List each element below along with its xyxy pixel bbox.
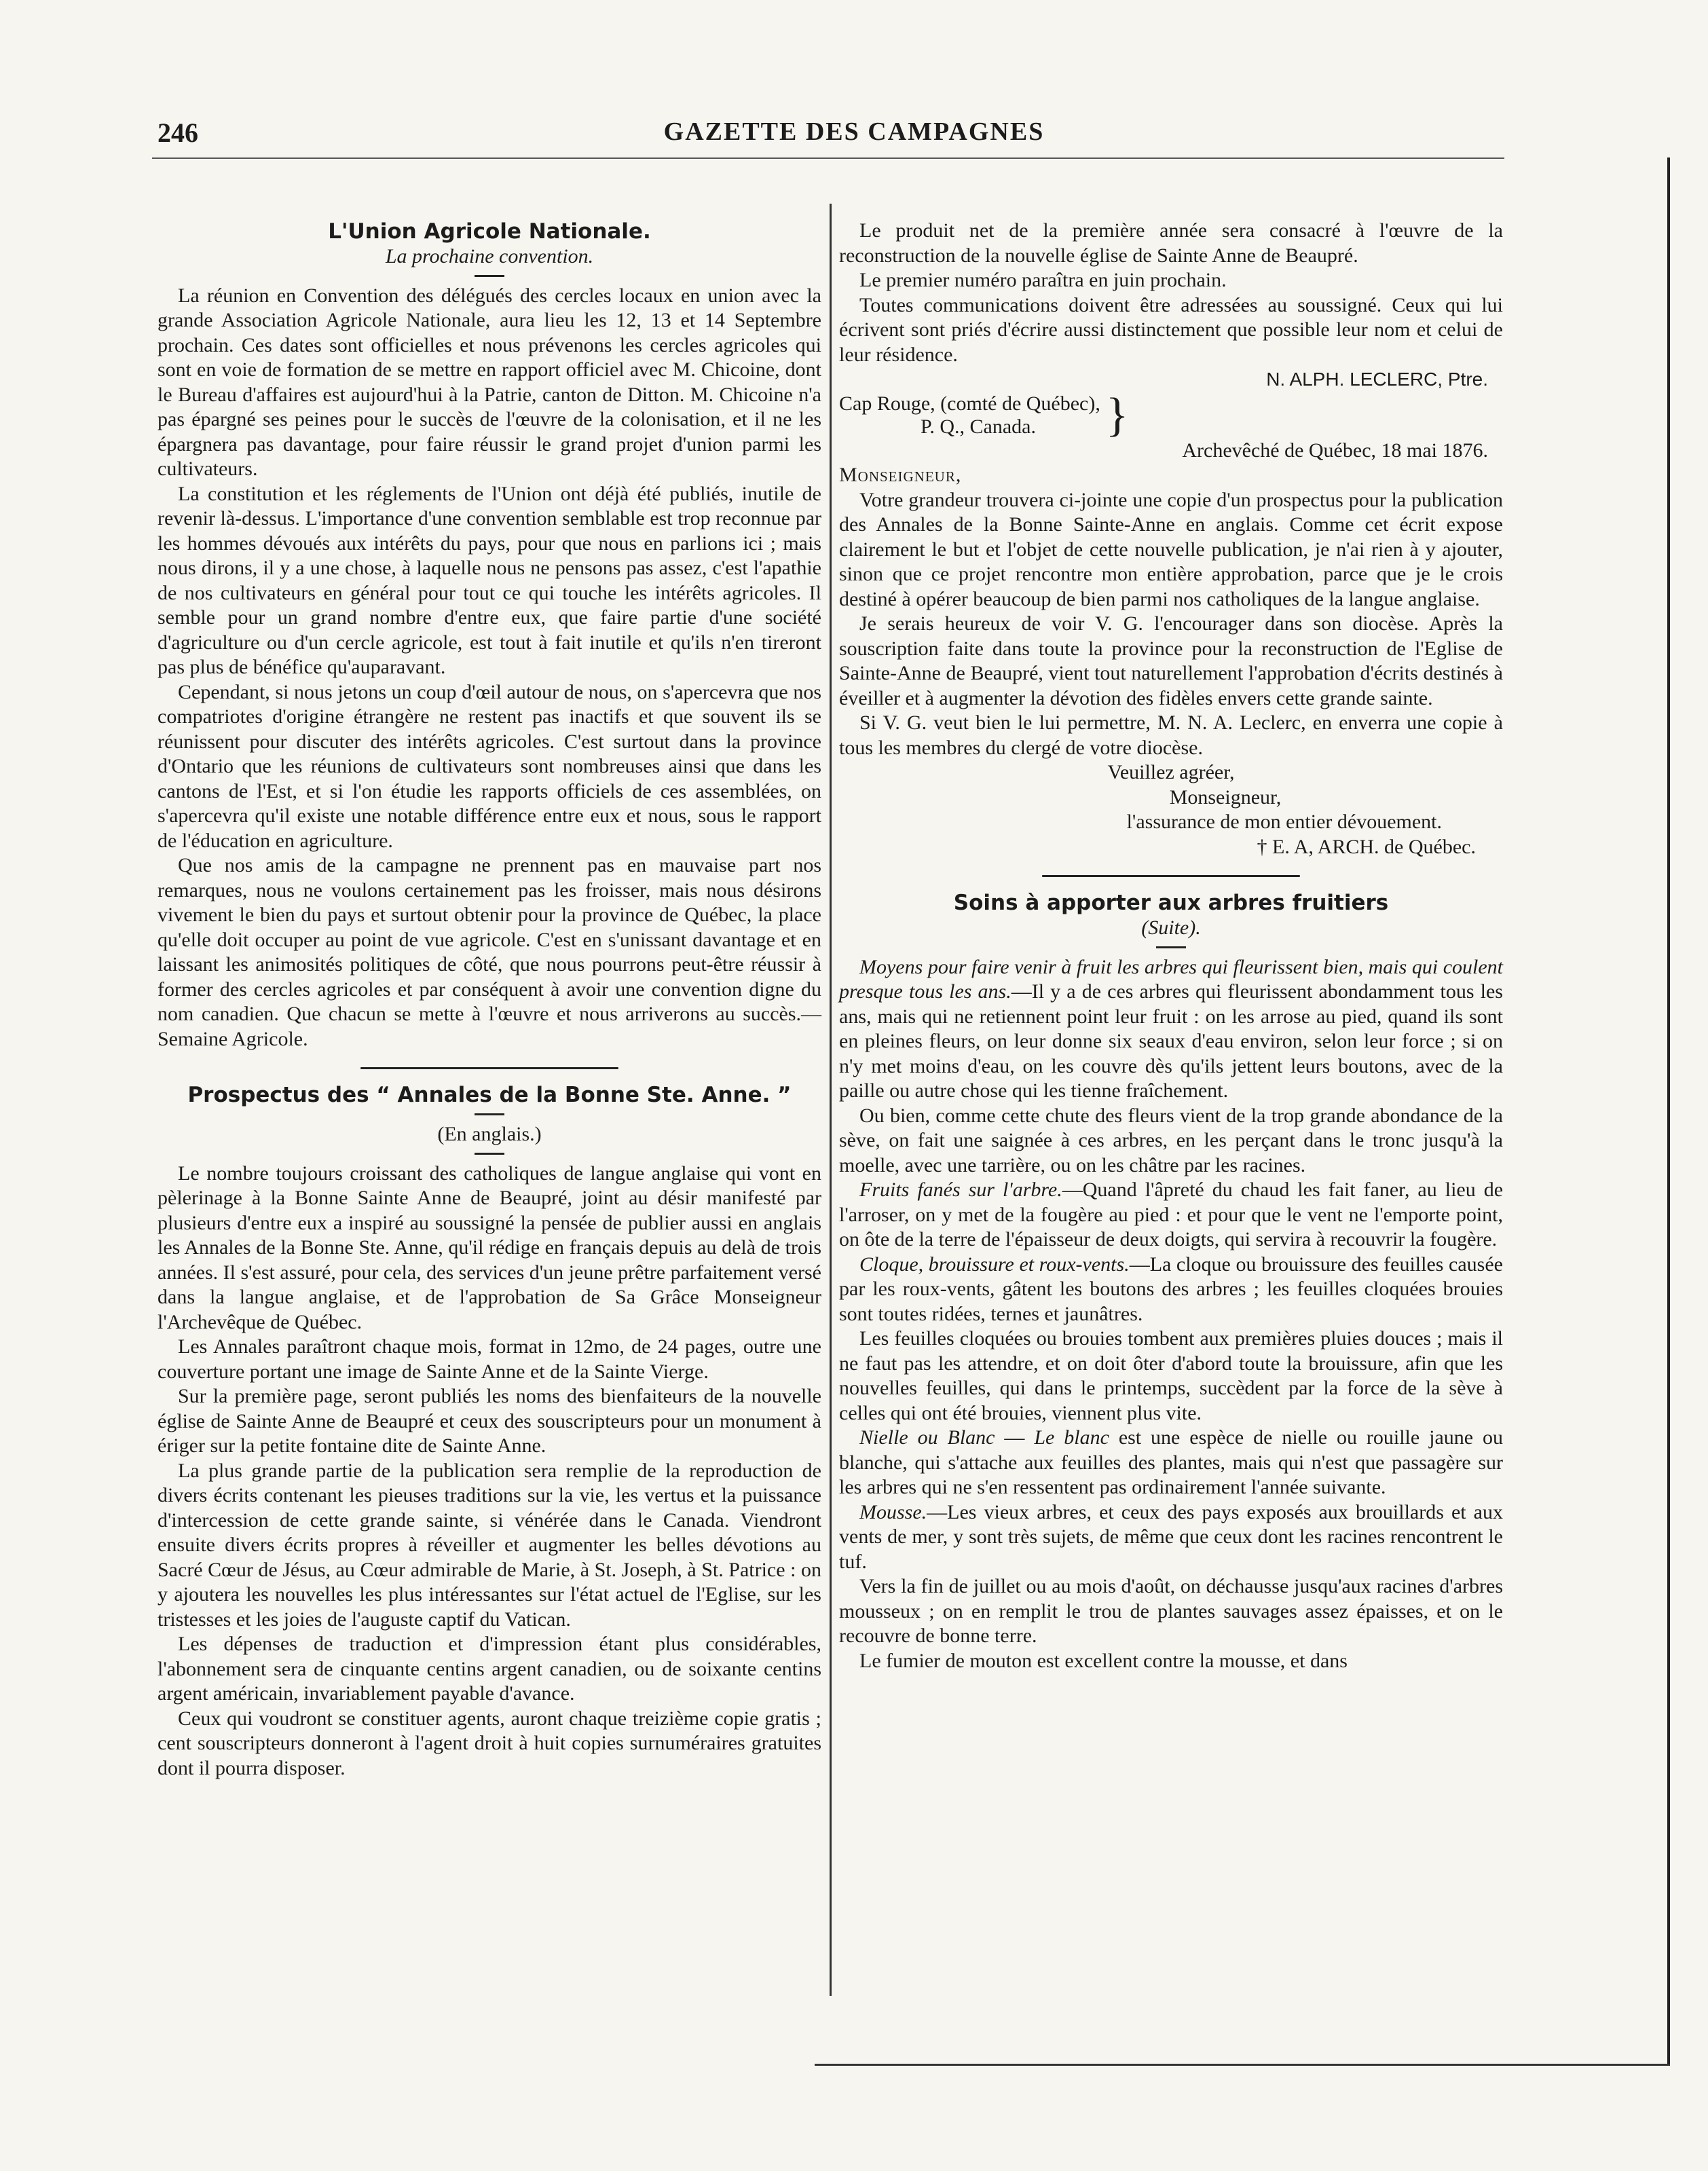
column-divider <box>830 204 832 1996</box>
section-lead: Cloque, brouissure et roux-vents. <box>859 1252 1130 1276</box>
section-lead: Mousse. <box>859 1500 927 1523</box>
prospectus-paragraph: Le produit net de la première année sera consacré à l'œuvre de la reconstruction de la nouvelle église de Sainte Anne de Beaupré. <box>839 219 1503 267</box>
letter-closing: l'assurance de mon entier dévouement. <box>1126 811 1442 833</box>
letter-dateline: Archevêché de Québec, 18 mai 1876. <box>1182 439 1488 462</box>
section-body: —Il y a de ces arbres qui fleurissent abondamment tous les ans, mais qui ne retiennent point leur fruit : on les arrose au pied, quand ils sont en pleines fleurs, on leur donne six seaux d'eau environ, selon leur force ; si on n'y met moins d'eau, on les couvre dès qu'ils jettent leurs boutons, avec de la paille ou autre chose qui les tienne fraîchement. <box>839 980 1503 1102</box>
article-separator <box>1042 874 1300 878</box>
union-article-subtitle: La prochaine convention. <box>385 245 594 267</box>
address-line: P. Q., Canada. <box>921 415 1036 438</box>
letter-signature: † E. A, ARCH. de Québec. <box>1257 835 1476 858</box>
arbres-subtitle: (Suite). <box>1141 916 1201 939</box>
arbres-paragraph <box>839 1500 1503 1575</box>
arbres-paragraph <box>839 955 1503 1104</box>
prospectus-subtitle: (En anglais.) <box>437 1123 542 1145</box>
address-line: Cap Rouge, (comté de Québec), <box>839 392 1100 415</box>
union-article-title: L'Union Agricole Nationale. <box>328 219 651 244</box>
letter-paragraph: Votre grandeur trouvera ci-jointe une copie d'un prospectus pour la publication des Annales de la Bonne Sainte-Anne en anglais. Comme cet écrit expose clairement le but et l'objet de cette nouvelle publication, je n'ai rien à y ajouter, sinon que ce projet rencontre mon entière approbation, parce que je le crois destiné à opérer beaucoup de bien parmi nos catholiques de la langue anglaise. <box>839 488 1503 610</box>
page-frame-right <box>1667 157 1670 2065</box>
arbres-paragraph: Ou bien, comme cette chute des fleurs vient de la trop grande abondance de la sève, on fait une saignée à ces arbres, en les perçant dans le tronc jusqu'à la moelle, avec une tarrière, ou on les châtre par les racines. <box>839 1104 1503 1176</box>
section-body: est une espèce de nielle ou rouille jaune ou blanche, qui s'attache aux feuilles des plantes, mais qui n'est que passagère sur les arbres qui ne s'en ressentent pas ordinairement l'année suivante. <box>839 1426 1503 1498</box>
letter-closing: Veuillez agréer, <box>1107 761 1235 783</box>
union-paragraph: Que nos amis de la campagne ne prennent pas en mauvaise part nos remarques, nous ne voulons certainement pas les froisser, mais nous désirons vivement le bien du pays et surtout obtenir pour la province de Québec, la place qu'elle doit occuper au point de vue agricole. C'est en s'unissant davantage et en laissant les animosités politiques de côté, que nous pourrons peut-être réussir à former des cercles agricoles et par conséquent à avoir une convention digne du nom canadien. Que chacun se mette à l'œuvre et nous arriverons au succès.—Semaine Agricole. <box>157 854 821 1050</box>
union-paragraph: La réunion en Convention des délégués des cercles locaux en union avec la grande Association Agricole Nationale, aura lieu les 12, 13 et 14 Septembre prochain. Ces dates sont officielles et nous prévenons les cercles agricoles qui sont en voie de formation de se mettre en rapport officiel avec M. Chicoine, dont le Bureau d'affaires est aujourd'hui à la Patrie, canton de Ditton. M. Chicoine n'a pas épargné ses peines pour le succès de l'œuvre de la colonisation, et il ne les épargnera pas davantage, pour faire réussir le grand projet d'union parmi les cultivateurs. <box>157 284 821 480</box>
section-lead: Le blanc <box>1034 1426 1109 1449</box>
section-body: —La cloque ou brouissure des feuilles causée par les roux-vents, gâtent les boutons des arbres ; les feuilles cloquées brouies sont toutes ridées, ternes et jaunâtres. <box>839 1252 1503 1325</box>
prospectus-title: Prospectus des “ Annales de la Bonne Ste. Anne. ” <box>187 1083 792 1107</box>
title-dash <box>475 1153 504 1155</box>
letter-paragraph: Je serais heureux de voir V. G. l'encourager dans son diocèse. Après la souscription faite dans toute la province pour la reconstruction de l'Eglise de Sainte-Anne de Beaupré, vient tout naturellement l'approbation d'écrits destinés à éveiller et à augmenter la dévotion des fidèles envers cette grande sainte. <box>839 612 1503 709</box>
prospectus-paragraph: Ceux qui voudront se constituer agents, auront chaque treizième copie gratis ; cent souscripteurs donneront à l'agent droit à huit copies surnuméraires gratuites dont il pourra disposer. <box>157 1707 821 1779</box>
section-body: —Quand l'âpreté du chaud les fait faner, au lieu de l'arroser, on y met de la fougère au pied : et pour que le vent ne l'emporte point, on ôte de la terre de l'épaisseur de deux doigts, qui servira à recouvrir la fougère. <box>839 1179 1504 1250</box>
union-paragraph: Cependant, si nous jetons un coup d'œil autour de nous, on s'apercevra que nos compatriotes d'origine étrangère ne restent pas inactifs et que souvent ils se réunissent pour discuter des intérêts agricoles. C'est surtout dans la province d'Ontario que les réunions de cultivateurs sont nombreuses ainsi que dans les cantons de l'Est, et si l'on étudie les rapports officiels de ces assemblées, on s'apercevra qu'il existe une notable différence entre eux et nous, sous le rapport de l'éducation en agriculture. <box>157 680 821 852</box>
arbres-paragraph <box>839 1178 1503 1252</box>
article-separator <box>360 1066 618 1070</box>
page-frame-bottom <box>815 2064 1670 2066</box>
arbres-paragraph <box>839 1252 1503 1327</box>
arbres-title: Soins à apporter aux arbres fruitiers <box>953 891 1389 915</box>
left-column <box>157 219 821 1781</box>
page-number: 246 <box>157 117 198 148</box>
prospectus-paragraph: Les dépenses de traduction et d'impression étant plus considérables, l'abonnement sera de cinquante centins argent canadien, ou de soixante centins argent américain, invariablement payable d'avance. <box>157 1633 821 1705</box>
brace-glyph: } <box>1105 388 1129 441</box>
arbres-paragraph <box>839 1426 1503 1500</box>
prospectus-signature: N. ALPH. LECLERC, Ptre. <box>1266 369 1488 390</box>
prospectus-paragraph: Le nombre toujours croissant des catholiques de langue anglaise qui vont en pèlerinage à la Bonne Sainte Anne de Beaupré, joint au désir manifesté par plusieurs d'entre eux a inspiré au soussigné la pensée de publier aussi en anglais les Annales de la Bonne Ste. Anne, qu'il rédige en français depuis au delà de trois années. Il s'est assuré, pour cela, des services d'un jeune prêtre parfaitement versé dans la langue anglaise, et de l'approbation de Sa Grâce Monseigneur l'Archevêque de Québec. <box>157 1162 821 1333</box>
section-dash: — <box>995 1426 1035 1449</box>
letter-salutation: Monseigneur, <box>839 464 962 486</box>
arbres-paragraph: Vers la fin de juillet ou au mois d'août, on déchausse jusqu'aux racines d'arbres mousseux ; on en remplit le trou de plantes sauvages assez épaisses, et on le recouvre de bonne terre. <box>839 1575 1503 1647</box>
prospectus-paragraph: Les Annales paraîtront chaque mois, format in 12mo, de 24 pages, outre une couverture portant une image de Sainte Anne et de la Sainte Vierge. <box>157 1335 821 1383</box>
section-body: —Les vieux arbres, et ceux des pays exposés aux brouillards et aux vents de mer, y sont très sujets, de même que ceux dont les racines rencontrent le tuf. <box>839 1500 1503 1573</box>
section-lead: Nielle ou Blanc <box>859 1426 995 1449</box>
prospectus-paragraph: Le premier numéro paraîtra en juin prochain. <box>859 269 1227 291</box>
arbres-paragraph: Les feuilles cloquées ou brouies tombent aux premières pluies douces ; mais il ne faut pas les attendre, et on doit ôter d'abord toute la brouissure, afin que les nouvelles feuilles, qui dans le printemps, succèdent par la force de la sève à celles qui ont été brouies, viennent plus vite. <box>839 1327 1503 1424</box>
letter-closing: Monseigneur, <box>1169 785 1282 809</box>
title-dash <box>475 1113 504 1115</box>
prospectus-address <box>839 388 1503 441</box>
running-head: GAZETTE DES CAMPAGNES <box>663 117 1045 146</box>
union-paragraph: La constitution et les réglements de l'Union ont déjà été publiés, inutile de revenir là-dessus. L'importance d'une convention semblable est trop reconnue par les hommes dévoués aux intérêts du pays, pour que nous en parlions ici ; mais nous dirons, il y a une chose, à laquelle nous ne pensons pas assez, c'est l'apathie de nos cultivateurs en général pour tout ce qui touche les intérêts agricoles. Il semble pour un grand nombre d'entre eux, que faire partie d'une société d'agriculture ou d'un cercle agricole, est tout à fait inutile et qu'ils n'en tireront pas plus de bénéfice qu'auparavant. <box>157 482 821 678</box>
prospectus-paragraph: La plus grande partie de la publication sera remplie de la reproduction de divers écrits contenant les pieuses traditions sur la vie, les vertus et la puissance d'intercession de cette grande sainte, si vénérée dans le Canada. Viendront ensuite divers écrits propres à réveiller et augmenter les belles dévotions au Sacré Cœur de Jésus, au Cœur admirable de Marie, à St. Joseph, à St. Patrice : on y ajoutera les nouvelles les plus intéressantes sur l'état actuel de l'Eglise, sur les tristesses et les joies de l'auguste captif du Vatican. <box>157 1459 821 1631</box>
title-dash <box>475 275 504 277</box>
right-column <box>839 219 1503 1673</box>
section-lead: Moyens pour faire venir à fruit les arbres qui fleurissent bien, mais qui coulent presque tous les ans. <box>839 955 1503 1003</box>
prospectus-paragraph: Sur la première page, seront publiés les noms des bienfaiteurs de la nouvelle église de Sainte Anne de Beaupré et ceux des souscripteurs pour un monument à ériger sur la petite fontaine dite de Sainte Anne. <box>157 1385 821 1457</box>
title-dash <box>1156 946 1186 948</box>
prospectus-paragraph: Toutes communications doivent être adressées au soussigné. Ceux qui lui écrivent sont priés d'écrire aussi distinctement que possible leur nom et celui de leur résidence. <box>839 293 1503 366</box>
arbres-paragraph: Le fumier de mouton est excellent contre la mousse, et dans <box>859 1649 1348 1672</box>
letter-paragraph: Si V. G. veut bien le lui permettre, M. N. A. Leclerc, en enverra une copie à tous les membres du clergé de votre diocèse. <box>839 711 1503 759</box>
header-rule <box>152 157 1504 159</box>
section-lead: Fruits fanés sur l'arbre. <box>859 1179 1062 1201</box>
